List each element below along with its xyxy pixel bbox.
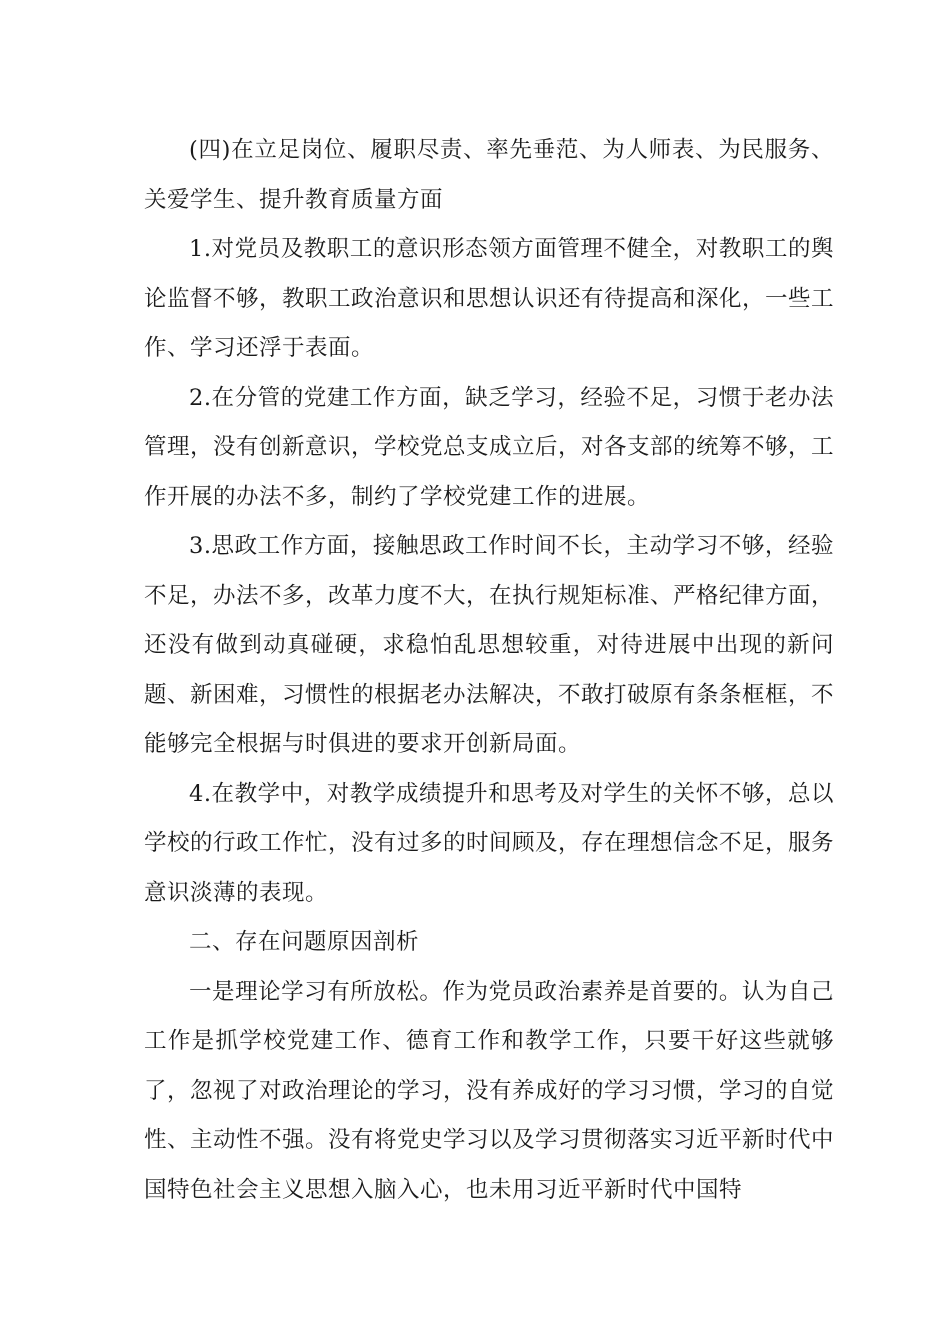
section-heading-four: (四)在立足岗位、履职尽责、率先垂范、为人师表、为民服务、关爱学生、提升教育质量方面 xyxy=(144,137,834,213)
paragraph-item-1: 1.对党员及教职工的意识形态领方面管理不健全，对教职工的舆论监督不够，教职工政治意识和思想认识还有待提高和深化，一些工作、学习还浮于表面。 xyxy=(144,236,835,361)
paragraph-item-4: 4.在教学中，对教学成绩提升和思考及对学生的关怀不够，总以学校的行政工作忙，没有过多的时间顾及，存在理想信念不足，服务意识淡薄的表现。 xyxy=(144,780,835,906)
document-body xyxy=(144,126,834,1215)
paragraph-cause-1: 一是理论学习有所放松。作为党员政治素养是首要的。认为自己工作是抓学校党建工作、德育工作和教学工作，只要干好这些就够了，忽视了对政治理论的学习，没有养成好的学习习惯，学习的自觉性、主动性不强。没有将党史学习以及学习贯彻落实习近平新时代中国特色社会主义思想入脑入心，也未用习近平新时代中国特 xyxy=(144,978,835,1203)
paragraph-item-2: 2.在分管的党建工作方面，缺乏学习，经验不足，习惯于老办法管理，没有创新意识，学校党总支成立后，对各支部的统筹不够，工作开展的办法不多，制约了学校党建工作的进展。 xyxy=(144,384,835,510)
section-heading-two: 二、存在问题原因剖析 xyxy=(189,929,420,955)
paragraph-item-3: 3.思政工作方面，接触思政工作时间不长，主动学习不够，经验不足，办法不多，改革力度不大，在执行规矩标准、严格纪律方面，还没有做到动真碰硬，求稳怕乱思想较重，对待进展中出现的新问题、新困难，习惯性的根据老办法解决，不敢打破原有条条框框，不能够完全根据与时俱进的要求开创新局面。 xyxy=(144,533,835,757)
